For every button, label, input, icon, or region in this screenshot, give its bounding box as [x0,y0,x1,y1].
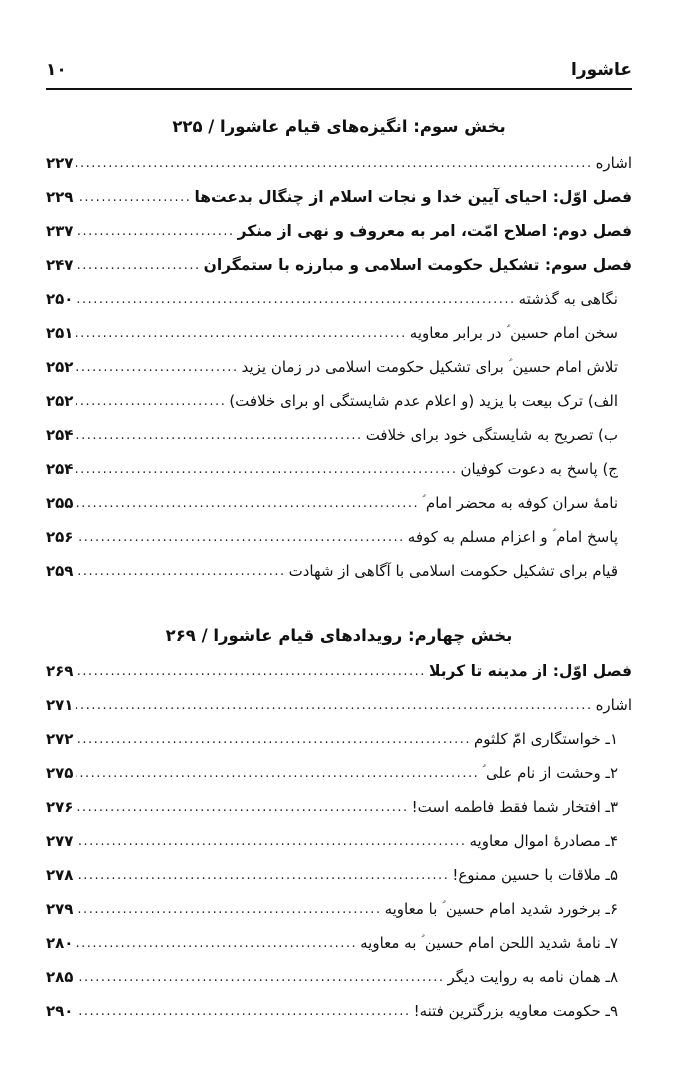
dot-leader [76,258,200,273]
toc-entry-page: ۲۸۵ [46,968,74,986]
toc-entry[interactable] [46,352,632,382]
dot-leader [76,462,457,477]
toc-entry-page: ۲۵۲ [46,358,74,376]
dot-leader [76,190,191,205]
toc-entry[interactable] [46,420,632,450]
dot-leader [76,530,404,545]
toc-entry-text: فصل اوّل: احیای آیین خدا و نجات اسلام از چنگال بدعت‌ها [194,188,632,206]
toc-entry[interactable] [46,792,632,822]
dot-leader [76,1004,410,1019]
toc-entry-text: ۴ـ مصادرهٔ اموال معاویه [469,832,618,850]
toc-entry-page: ۲۵۱ [46,324,74,342]
toc-entry[interactable] [46,656,632,686]
toc-entry[interactable] [46,488,632,518]
toc-entry-page: ۲۵۲ [46,392,74,410]
toc-entry-text: ۳ـ افتخار شما فقط فاطمه است! [411,798,618,816]
toc-entry-text: سخن امام حسین ؑ در برابر معاویه [409,324,618,342]
dot-leader [76,698,592,713]
toc-entry-page: ۲۷۱ [46,696,74,714]
toc-entry-text: قیام برای تشکیل حکومت اسلامی با آگاهی از شهادت [288,562,618,580]
toc-entry[interactable] [46,724,632,754]
toc-entry-page: ۲۵۰ [46,290,74,308]
dot-leader [76,156,592,171]
toc-entry[interactable] [46,250,632,280]
book-title: عاشورا [571,60,632,80]
toc-entry-page: ۲۵۴ [46,460,74,478]
toc-entry[interactable] [46,928,632,958]
toc-entry-page: ۲۷۷ [46,832,74,850]
toc-entry-text: تلاش امام حسین ؑ برای تشکیل حکومت اسلامی در زمان یزید [241,358,618,376]
dot-leader [76,970,444,985]
dot-leader [76,564,285,579]
toc-entry-page: ۲۸۰ [46,934,74,952]
toc-entry[interactable] [46,894,632,924]
toc-entry-text: فصل دوم: اصلاح امّت، امر به معروف و نهی از منکر [237,222,632,240]
toc-entry[interactable] [46,182,632,212]
toc-entry[interactable] [46,454,632,484]
toc-entry-page: ۲۲۷ [46,154,74,172]
toc-entry-text: نامهٔ سران کوفه به محضر امام ؑ [422,494,618,512]
dot-leader [76,800,408,815]
toc-entry[interactable] [46,522,632,552]
toc-entry-page: ۲۷۸ [46,866,74,884]
toc-entry-text: نگاهی به گذشته [518,290,618,308]
toc-entry-page: ۲۴۷ [46,256,74,274]
toc-entry-page: ۲۷۲ [46,730,74,748]
dot-leader [76,936,357,951]
toc-entry-text: ۶ـ برخورد شدید امام حسین ؑ با معاویه [384,900,618,918]
toc-entry[interactable] [46,860,632,890]
running-header [46,56,632,90]
dot-leader [76,292,515,307]
toc-entry[interactable] [46,556,632,586]
toc-entry-text: ۷ـ نامهٔ شدید اللحن امام حسین ؑ به معاویه [360,934,618,952]
toc-entry-text: ۸ـ همان نامه به روایت دیگر [447,968,618,986]
toc-entry-text: ۵ـ ملاقات با حسین ممنوع! [452,866,618,884]
toc-entry[interactable] [46,758,632,788]
toc-entry-text: ب) تصریح به شایستگی خود برای خلافت [365,426,618,444]
toc-entry[interactable] [46,962,632,992]
toc-entry-page: ۲۵۹ [46,562,74,580]
toc-entry-page: ۲۷۵ [46,764,74,782]
toc-entry-page: ۲۶۹ [46,662,74,680]
toc-entry-page: ۲۳۷ [46,222,74,240]
toc-entry-page: ۲۵۵ [46,494,74,512]
toc-entry-page: ۲۷۶ [46,798,74,816]
dot-leader [76,664,425,679]
dot-leader [76,868,449,883]
toc-entry[interactable] [46,148,632,178]
toc-entry[interactable] [46,690,632,720]
toc-entry-page: ۲۹۰ [46,1002,74,1020]
toc-entry-text: ج) پاسخ به دعوت کوفیان [460,460,618,478]
toc-entry[interactable] [46,386,632,416]
toc-entry[interactable] [46,996,632,1026]
dot-leader [76,326,406,341]
toc-entry-text: فصل اوّل: از مدینه تا کربلا [428,662,632,680]
toc-entry-text: ۹ـ حکومت معاویه بزرگترین فتنه! [413,1002,618,1020]
toc-entry-page: ۲۷۹ [46,900,74,918]
section-title: بخش سوم: انگیزه‌های قیام عاشورا / ۲۲۵ [172,117,506,136]
toc-entry-text: ۲ـ وحشت از نام علی ؑ [482,764,618,782]
toc-entry[interactable] [46,318,632,348]
section-title: بخش چهارم: رویدادهای قیام عاشورا / ۲۶۹ [165,626,513,645]
dot-leader [76,394,226,409]
dot-leader [76,360,238,375]
page-number: ۱۰ [46,60,67,80]
dot-leader [76,428,362,443]
toc-entry-text: پاسخ امام ؑ و اعزام مسلم به کوفه [407,528,618,546]
dot-leader [76,766,479,781]
dot-leader [76,834,466,849]
toc-entry[interactable] [46,826,632,856]
dot-leader [76,496,419,511]
toc-entry-text: اشاره [595,696,632,714]
dot-leader [76,224,234,239]
toc-entry-page: ۲۵۴ [46,426,74,444]
toc-entry-page: ۲۵۶ [46,528,74,546]
toc-entry[interactable] [46,216,632,246]
toc-entry-page: ۲۲۹ [46,188,74,206]
toc-entry-text: ۱ـ خواستگاری امّ کلثوم [473,730,618,748]
toc-entry[interactable] [46,284,632,314]
dot-leader [76,902,381,917]
dot-leader [76,732,471,747]
toc-entry-text: اشاره [595,154,632,172]
toc-entry-text: فصل سوم: تشکیل حکومت اسلامی و مبارزه با ستمگران [203,256,632,274]
toc-entry-text: الف) ترک بیعت با یزید (و اعلام عدم شایستگی او برای خلافت) [229,392,618,410]
